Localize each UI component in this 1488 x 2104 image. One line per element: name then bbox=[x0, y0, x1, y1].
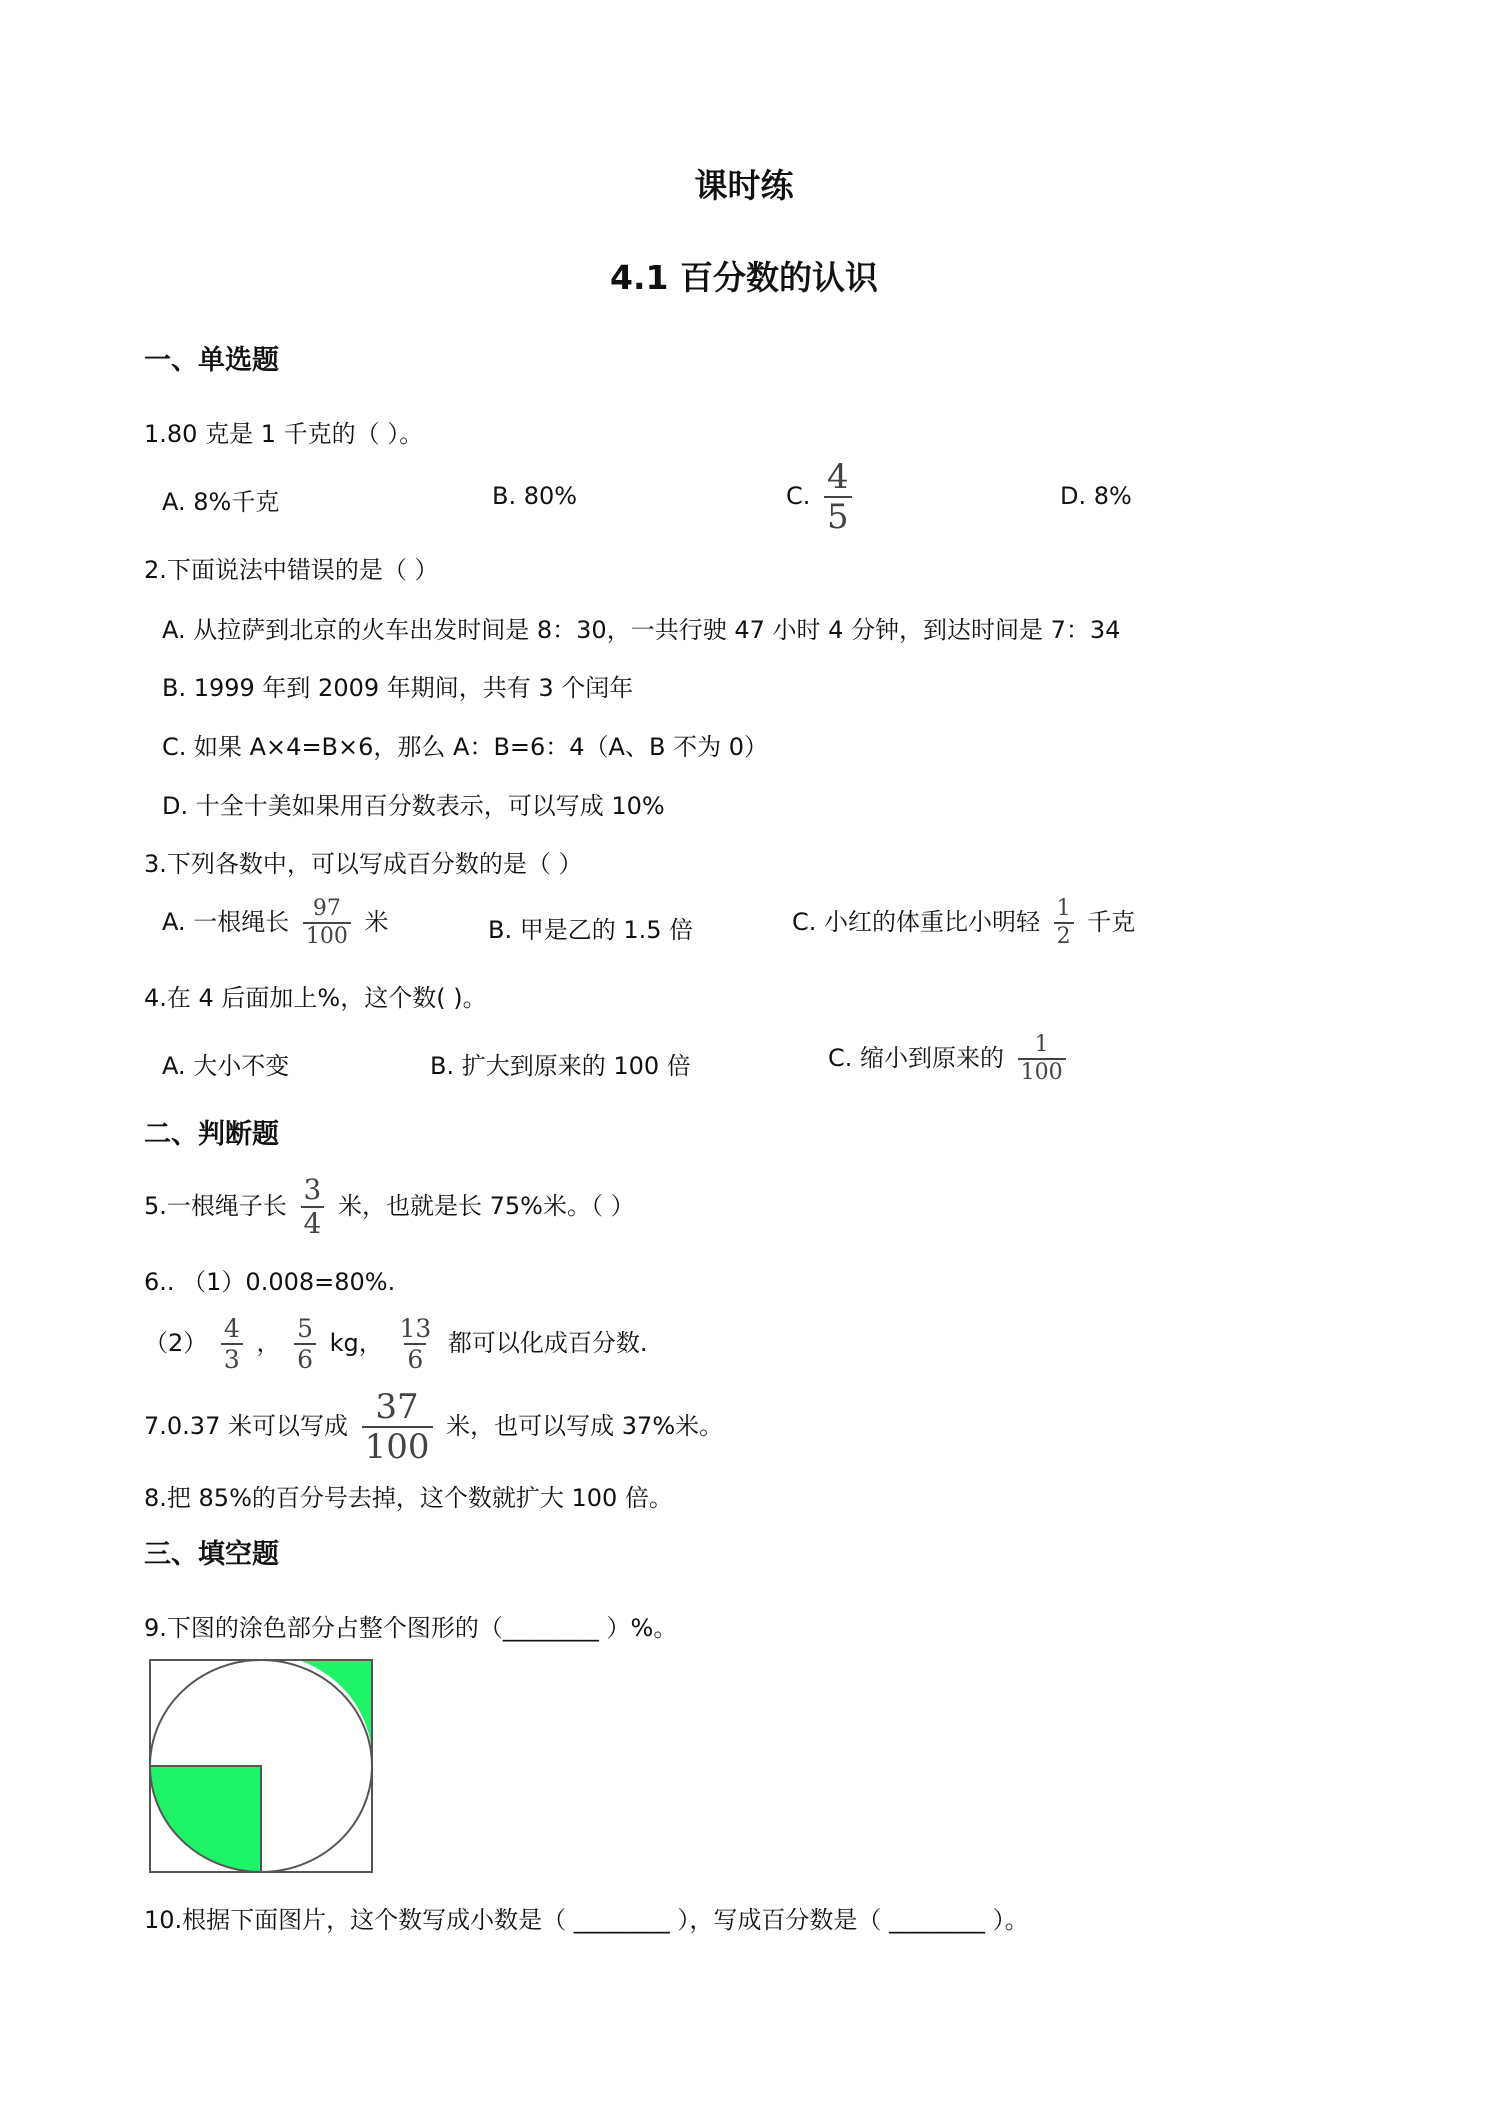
fraction-numerator: 97 bbox=[312, 896, 341, 921]
q3-option-a-unit: 米 bbox=[364, 908, 389, 936]
fraction-numerator: 4 bbox=[827, 457, 849, 497]
section-single-choice: 一、单选题 bbox=[144, 345, 279, 376]
q2-option-c: C. 如果 A×4=B×6，那么 A：B=6：4（A、B 不为 0） bbox=[162, 733, 768, 761]
question-2-stem: 2.下面说法中错误的是（ ） bbox=[144, 556, 439, 584]
shaded-corner-region bbox=[299, 1660, 373, 1766]
q3-option-c bbox=[792, 898, 1135, 948]
q3-option-c-fraction bbox=[1054, 898, 1074, 948]
q1-option-c-label: C. bbox=[786, 482, 811, 510]
fraction-denominator: 5 bbox=[824, 496, 852, 534]
fraction-denominator: 6 bbox=[294, 1343, 316, 1372]
fraction-denominator: 4 bbox=[301, 1206, 325, 1238]
q1-option-b: B. 80% bbox=[492, 482, 578, 510]
question-1-stem: 1.80 克是 1 千克的（ ）。 bbox=[144, 420, 424, 448]
question-6-line-1: 6.. （1）0.008=80%. bbox=[144, 1268, 396, 1296]
q2-option-b: B. 1999 年到 2009 年期间，共有 3 个闰年 bbox=[162, 674, 634, 702]
question-4-stem: 4.在 4 后面加上%，这个数( )。 bbox=[144, 984, 487, 1012]
q3-option-c-text: C. 小红的体重比小明轻 bbox=[792, 908, 1041, 936]
section-true-false: 二、判断题 bbox=[144, 1119, 279, 1150]
q3-option-c-unit: 千克 bbox=[1087, 908, 1136, 936]
fraction-denominator: 100 bbox=[362, 1426, 433, 1464]
q4-option-c bbox=[828, 1034, 1072, 1084]
q1-option-d: D. 8% bbox=[1060, 482, 1132, 510]
q5-text-prefix: 5.一根绳子长 bbox=[144, 1192, 287, 1220]
section-fill-blank: 三、填空题 bbox=[144, 1539, 279, 1570]
q6-fraction-2 bbox=[294, 1316, 316, 1372]
q3-option-a-fraction bbox=[303, 898, 351, 948]
q7-text-suffix: 米，也可以写成 37%米。 bbox=[446, 1412, 724, 1440]
q3-option-b: B. 甲是乙的 1.5 倍 bbox=[488, 916, 694, 944]
fraction-numerator: 5 bbox=[297, 1314, 314, 1343]
q9-shaded-figure bbox=[146, 1656, 376, 1876]
q3-option-a-text: A. 一根绳长 bbox=[162, 908, 290, 936]
q4-option-c-text: C. 缩小到原来的 bbox=[828, 1044, 1005, 1072]
shaded-quarter-circle bbox=[150, 1766, 261, 1872]
question-7 bbox=[144, 1387, 724, 1467]
q6-separator-1: ， bbox=[256, 1329, 281, 1357]
fraction-numerator: 4 bbox=[223, 1314, 240, 1343]
q6-fraction-3 bbox=[396, 1316, 434, 1372]
fraction-denominator: 3 bbox=[221, 1343, 243, 1372]
question-6-line-2 bbox=[144, 1316, 648, 1372]
fraction-numerator: 1 bbox=[1034, 1032, 1049, 1057]
q5-fraction bbox=[301, 1173, 325, 1240]
fraction-numerator: 1 bbox=[1056, 896, 1071, 921]
q4-option-c-fraction bbox=[1018, 1034, 1066, 1084]
q4-option-b: B. 扩大到原来的 100 倍 bbox=[430, 1052, 691, 1080]
q5-text-suffix: 米，也就是长 75%米。（ ） bbox=[338, 1192, 635, 1220]
q6-part-label: （2） bbox=[144, 1329, 208, 1357]
fraction-denominator: 100 bbox=[1018, 1058, 1066, 1084]
q7-fraction bbox=[362, 1387, 433, 1467]
q7-text-prefix: 7.0.37 米可以写成 bbox=[144, 1412, 348, 1440]
q1-option-c-fraction bbox=[824, 457, 852, 537]
fraction-numerator: 3 bbox=[303, 1173, 322, 1206]
q1-option-c bbox=[786, 457, 858, 537]
fraction-denominator: 100 bbox=[303, 922, 351, 948]
question-5 bbox=[144, 1173, 635, 1240]
q4-option-a: A. 大小不变 bbox=[162, 1052, 290, 1080]
q3-option-a bbox=[162, 898, 389, 948]
q6-text-suffix: 都可以化成百分数. bbox=[447, 1329, 648, 1357]
question-9-stem: 9.下图的涂色部分占整个图形的（________ ）%。 bbox=[144, 1614, 678, 1642]
q1-option-a: A. 8%千克 bbox=[162, 488, 280, 516]
q2-option-d: D. 十全十美如果用百分数表示，可以写成 10% bbox=[162, 792, 665, 820]
fraction-numerator: 37 bbox=[375, 1387, 419, 1427]
question-8-stem: 8.把 85%的百分号去掉，这个数就扩大 100 倍。 bbox=[144, 1484, 673, 1512]
fraction-numerator: 13 bbox=[399, 1314, 432, 1343]
doc-subtitle: 4.1 百分数的认识 bbox=[610, 258, 878, 297]
question-3-stem: 3.下列各数中，可以写成百分数的是（ ） bbox=[144, 850, 583, 878]
fraction-denominator: 6 bbox=[404, 1343, 426, 1372]
q2-option-a: A. 从拉萨到北京的火车出发时间是 8：30，一共行驶 47 小时 4 分钟，到达时间是 7：34 bbox=[162, 616, 1121, 644]
q6-separator-2: kg， bbox=[329, 1329, 383, 1357]
fraction-denominator: 2 bbox=[1054, 922, 1074, 948]
question-10-stem: 10.根据下面图片，这个数写成小数是（ ________ ），写成百分数是（ ________ ）。 bbox=[144, 1906, 1029, 1934]
q6-fraction-1 bbox=[221, 1316, 243, 1372]
doc-title: 课时练 bbox=[694, 166, 794, 205]
